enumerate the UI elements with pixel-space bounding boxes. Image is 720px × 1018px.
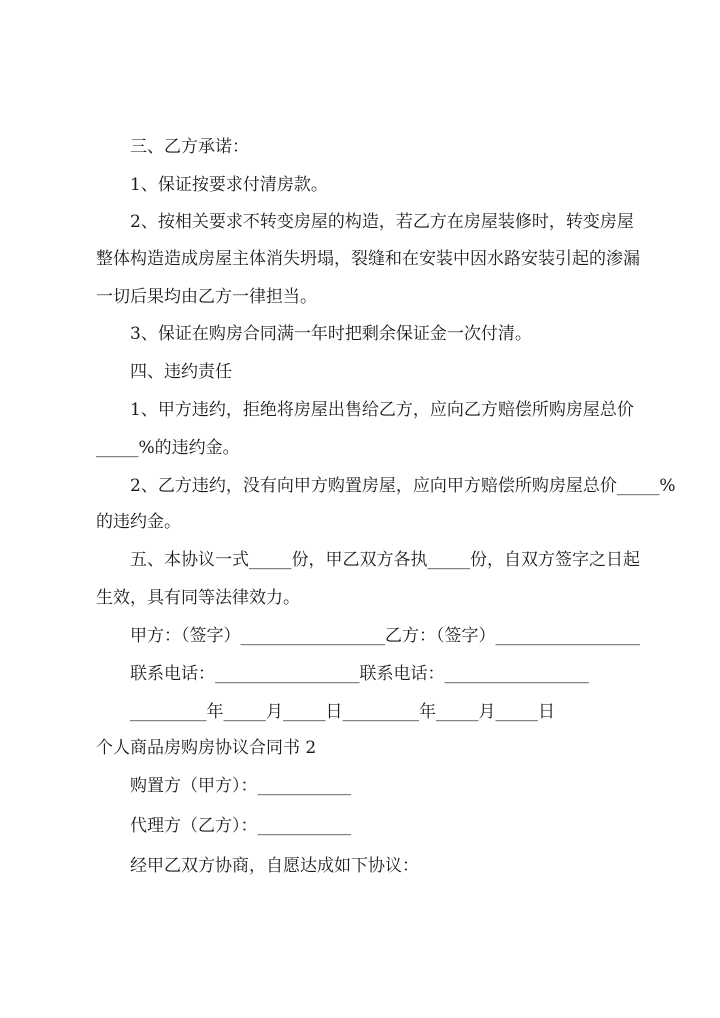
section-4-heading: 四、违约责任: [130, 362, 232, 382]
section-3-item-2-line-2: 整体构造造成房屋主体消失坍塌，裂缝和在安装中因水路安装引起的渗漏: [96, 249, 640, 269]
section-4-item-1-line-1: 1、甲方违约，拒绝将房屋出售给乙方，应向乙方赔偿所购房屋总价: [130, 400, 634, 420]
phone-line: 联系电话：_________________联系电话：_________________: [130, 664, 589, 684]
section-5-line-1: 五、本协议一式_____份，甲乙双方各执_____份，自双方签字之日起: [130, 550, 640, 570]
section-4-item-2-line-1: 2、乙方违约，没有向甲方购置房屋，应向甲方赔偿所购房屋总价_____%: [130, 476, 676, 496]
section-4-item-1-line-2: _____%的违约金。: [96, 438, 240, 458]
section-3-item-1: 1、保证按要求付清房款。: [130, 175, 328, 195]
agreement-intro: 经甲乙双方协商，自愿达成如下协议：: [130, 856, 419, 876]
section-3-item-3: 3、保证在购房合同满一年时把剩余保证金一次付清。: [130, 324, 532, 344]
signature-line: 甲方：（签字）_________________乙方：（签字）_________________: [130, 626, 640, 646]
section-4-item-2-line-2: 的违约金。: [96, 512, 181, 532]
contract-2-title: 个人商品房购房协议合同书 2: [96, 738, 317, 758]
buyer-line: 购置方（甲方）：___________: [130, 776, 351, 796]
section-5-line-2: 生效，具有同等法律效力。: [96, 588, 300, 608]
section-3-heading: 三、乙方承诺：: [130, 137, 249, 157]
agent-line: 代理方（乙方）：___________: [130, 816, 351, 836]
section-3-item-2-line-3: 一切后果均由乙方一律担当。: [96, 287, 317, 307]
section-3-item-2-line-1: 2、按相关要求不转变房屋的构造，若乙方在房屋装修时，转变房屋: [130, 212, 634, 232]
date-line: _________年_____月_____日_________年_____月_____日: [130, 702, 555, 722]
